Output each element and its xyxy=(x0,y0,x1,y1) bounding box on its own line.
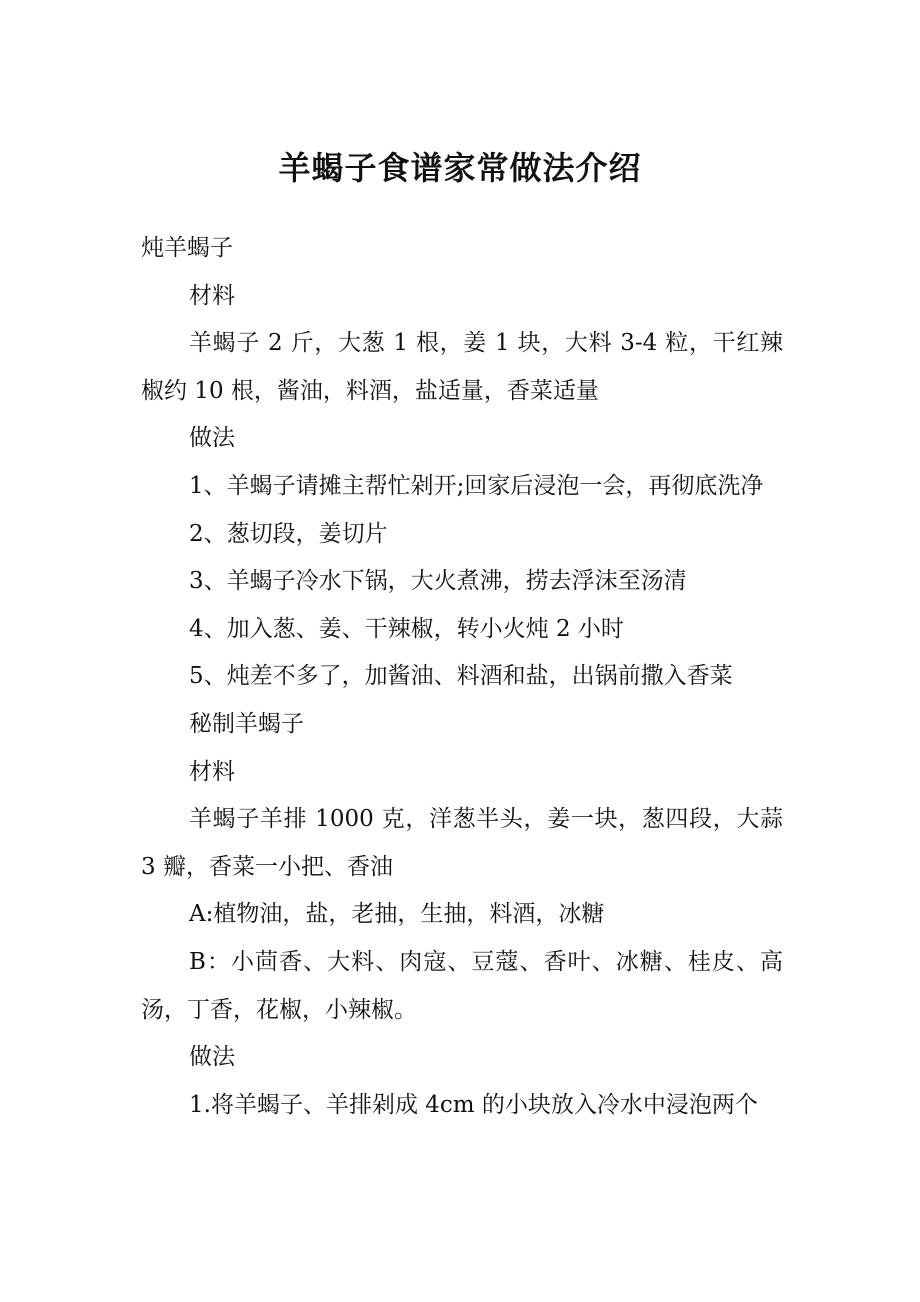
paragraph: 做法 xyxy=(189,1044,235,1071)
document-title: 羊蝎子食谱家常做法介绍 xyxy=(278,149,642,187)
paragraph: 羊蝎子 2 斤，大葱 1 根，姜 1 块，大料 3-4 粒，干红辣椒约 10 根，酱油，料酒，盐适量，香菜适量 xyxy=(141,330,783,404)
paragraph: 做法 xyxy=(189,425,235,452)
paragraph: 秘制羊蝎子 xyxy=(189,710,304,737)
paragraph: 材料 xyxy=(189,282,235,309)
paragraph: B：小茴香、大料、肉寇、豆蔻、香叶、冰糖、桂皮、高汤，丁香，花椒，小辣椒。 xyxy=(141,948,783,1023)
paragraph: 4、加入葱、姜、干辣椒，转小火炖 2 小时 xyxy=(189,615,624,642)
paragraph: 炖羊蝎子 xyxy=(141,235,233,261)
paragraph: 羊蝎子羊排 1000 克，洋葱半头，姜一块，葱四段，大蒜 3 瓣，香菜一小把、香油 xyxy=(141,806,783,880)
paragraph: 5、炖差不多了，加酱油、料酒和盐，出锅前撒入香菜 xyxy=(189,663,733,690)
paragraph: 2、葱切段，姜切片 xyxy=(189,520,388,547)
paragraph: 3、羊蝎子冷水下锅，大火煮沸，捞去浮沫至汤清 xyxy=(189,568,687,595)
document-body xyxy=(141,225,783,1129)
paragraph: 材料 xyxy=(189,758,235,785)
paragraph: 1、羊蝎子请摊主帮忙剁开;回家后浸泡一会，再彻底洗净 xyxy=(189,472,764,499)
paragraph: 1.将羊蝎子、羊排剁成 4cm 的小块放入冷水中浸泡两个 xyxy=(189,1091,758,1118)
paragraph: A:植物油，盐，老抽，生抽，料酒，冰糖 xyxy=(189,901,605,928)
